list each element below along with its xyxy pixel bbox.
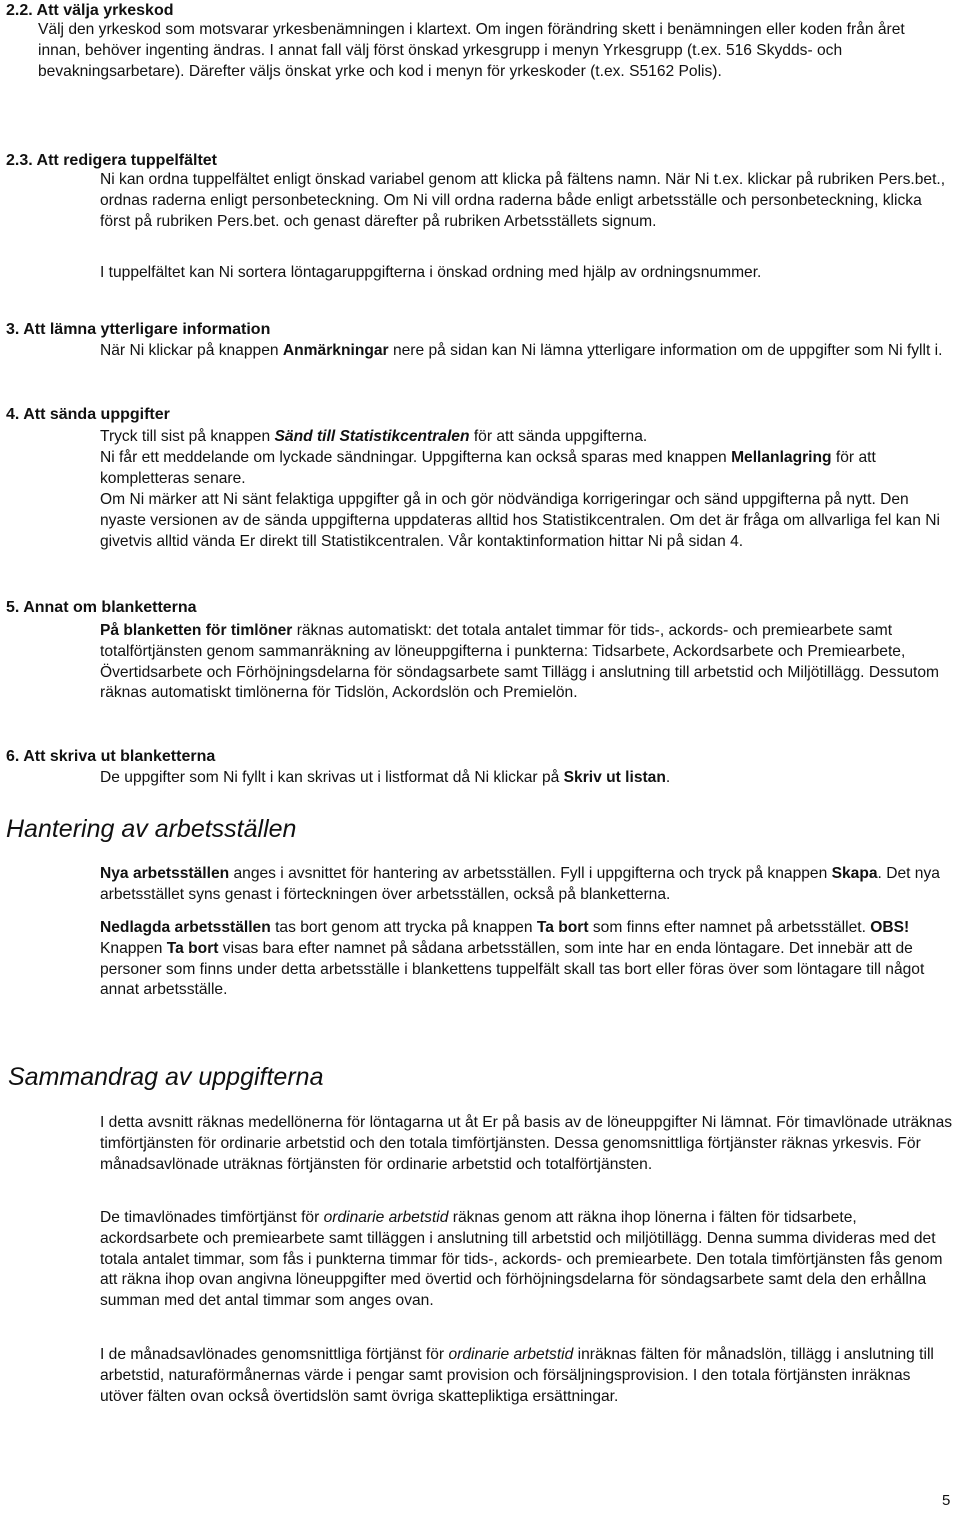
text: . Det nya arbetsstället syns genast i förteckningen över arbetsställen, också på blanketterna.: [100, 865, 940, 903]
heading-5-title: Annat om blanketterna: [23, 599, 197, 616]
text: visas bara efter namnet på sådana arbetsställen, som inte har en enda löntagare. Det innebär att de personer som finns under detta arbetsställe i blankettens tuppelfält skall tas bort eller föras över som löntagare till något annat arbetsställe.: [100, 939, 925, 999]
heading-2-2-number: 2.2.: [6, 2, 33, 19]
text-italic: ordinarie arbetstid: [448, 1346, 574, 1363]
heading-2-2-title: Att välja yrkeskod: [36, 2, 174, 19]
heading-2-3-title: Att redigera tuppelfältet: [36, 152, 218, 169]
paragraph-4-a: [100, 427, 955, 448]
heading-4: [6, 404, 906, 425]
text-bold: Nya arbetsställen: [100, 865, 230, 882]
text: Ni får ett meddelande om lyckade sändningar. Uppgifterna kan också sparas med knappen: [100, 449, 732, 466]
text: När Ni klickar på knappen: [100, 342, 283, 359]
text: räknas automatiskt: det totala antalet timmar för tids-, ackords- och premiearbete samt totalförtjänsten genom sammanräkning av löneuppgifterna i punkterna: Tidsarbete, Ackordsarbete och Premiearbete, Övertidsarbete och Förhöjningsdelarna för söndagsarbete samt Tillägg i anslutning till arbetstid och Miljötillägg. Dessutom räknas automatiskt timlönerna för Tidslön, Ackordslön och Premielön.: [100, 622, 940, 702]
text: tas bort genom att trycka på knappen: [270, 919, 537, 936]
text: I de månadsavlönades genomsnittliga förtjänst för: [100, 1346, 449, 1363]
text: .: [665, 769, 671, 786]
paragraph-5: [100, 621, 955, 704]
heading-4-number: 4.: [6, 406, 20, 423]
heading-3: [6, 319, 906, 340]
text-bold: På blanketten för timlöner: [100, 622, 293, 639]
text: De timavlönades timförtjänst för: [100, 1209, 324, 1226]
button-name-skriv-ut: Skriv ut listan: [563, 769, 666, 786]
text-bold: Nedlagda arbetsställen: [100, 919, 271, 936]
text-italic: ordinarie arbetstid: [323, 1209, 449, 1226]
text: räknas genom att räkna ihop lönerna i fälten för tidsarbete, ackordsarbete och premiearbete samt tilläggen i anslutning till arbetstid och miljötillägg. Denna summa divideras med det totala antalet timmar, som fås i punkterna timmar för tids-, ackords- och premiearbete. Den totala timförtjänsten fås genom att räkna ihop ovan angivna löneuppgifter med övertid och förhöjningsdelarna för söndagsarbete samt dela den erhållna summan med det antal timmar som anges ovan.: [100, 1209, 943, 1310]
paragraph-4-b: [100, 448, 955, 490]
text: Tryck till sist på knappen: [100, 428, 275, 445]
paragraph-hantering-a: [100, 864, 955, 906]
text: för att kompletteras senare.: [100, 449, 876, 487]
text: Knappen: [100, 939, 167, 957]
heading-5-number: 5.: [6, 599, 20, 616]
heading-2-3-number: 2.3.: [6, 152, 33, 169]
heading-6-number: 6.: [6, 748, 20, 765]
paragraph-hantering-b: [100, 918, 955, 1001]
text: anges i avsnittet för hantering av arbetsställen. Fyll i uppgifterna och tryck på knappen: [229, 865, 832, 882]
page-number: 5: [942, 1492, 951, 1509]
heading-2-3: [6, 150, 906, 171]
heading-2-2: [6, 0, 906, 21]
paragraph-3: [100, 341, 955, 362]
paragraph-sammandrag-a: I detta avsnitt räknas medellönerna för löntagarna ut åt Er på basis av de löneuppgifter Ni lämnat. För timavlönade uträknas timförtjänsten för ordinarie arbetstid och den totala timförtjänsten. Dessa genomsnittliga förtjänster räknas yrkesvis. För månadsavlönade uträknas förtjänsten för ordinarie arbetstid och totalförtjänsten.: [100, 1114, 953, 1173]
button-name-ta-bort: Ta bort: [166, 939, 219, 957]
heading-3-number: 3.: [6, 321, 20, 338]
section-title-sammandrag: Sammandrag av uppgifterna: [8, 1063, 324, 1091]
text: inräknas fälten för månadslön, tillägg i anslutning till arbetstid, naturaförmånernas värde i pengar samt provision och försäljningsprovision. I den totala förtjänsten inräknas utöver fälten ovan också övertidslön samt övriga skattepliktiga ersättningar.: [100, 1346, 934, 1405]
paragraph-4-c: Om Ni märker att Ni sänt felaktiga uppgifter gå in och gör nödvändiga korrigeringar och sänd uppgifterna på nytt. Den nyaste versionen av de sända uppgifterna uppdateras alltid hos Statistikcentralen. Om det är fråga om allvarliga fel kan Ni givetvis alltid vända Er direkt till Statistikcentralen. Vår kontaktinformation hittar Ni på sidan 4.: [100, 491, 940, 550]
paragraph-6: [100, 768, 955, 789]
text: De uppgifter som Ni fyllt i kan skrivas ut i listformat då Ni klickar på: [100, 769, 564, 786]
button-name-anmarkningar: Anmärkningar: [282, 342, 389, 359]
text: för att sända uppgifterna.: [469, 428, 648, 445]
paragraph-2-3-a: Ni kan ordna tuppelfältet enligt önskad variabel genom att klicka på fältens namn. När Ni t.ex. klickar på rubriken Pers.bet., ordnas raderna enligt personbeteckning. Om Ni vill ordna raderna både enligt arbetsställe och personbeteckning, klicka först på rubriken Pers.bet. och genast därefter på rubriken Arbetsställets signum.: [100, 171, 946, 230]
text-obs: OBS!: [870, 919, 910, 936]
paragraph-2-3-b: I tuppelfältet kan Ni sortera löntagaruppgifterna i önskad ordning med hjälp av ordningsnummer.: [100, 264, 762, 281]
text: som finns efter namnet på arbetsstället.: [588, 919, 871, 936]
paragraph-sammandrag-b: [100, 1208, 955, 1312]
heading-6: [6, 746, 906, 767]
heading-4-title: Att sända uppgifter: [23, 406, 170, 423]
button-name-sand: Sänd till Statistikcentralen: [274, 428, 470, 445]
heading-6-title: Att skriva ut blanketterna: [23, 748, 216, 765]
button-name-skapa: Skapa: [831, 865, 878, 882]
heading-5: [6, 597, 906, 618]
heading-3-title: Att lämna ytterligare information: [23, 321, 271, 338]
paragraph-2-2: Välj den yrkeskod som motsvarar yrkesbenämningen i klartext. Om ingen förändring skett i benämningen eller koden från året innan, behöver ingenting ändras. I annat fall välj först önskad yrkesgrupp i menyn Yrkesgrupp (t.ex. 516 Skydds- och bevakningsarbetare). Därefter väljs önskat yrke och kod i menyn för yrkeskoder (t.ex. S5162 Polis).: [38, 21, 905, 80]
paragraph-sammandrag-c: [100, 1345, 955, 1407]
button-name-ta-bort: Ta bort: [536, 919, 589, 936]
button-name-mellanlagring: Mellanlagring: [731, 449, 832, 466]
text: nere på sidan kan Ni lämna ytterligare information om de uppgifter som Ni fyllt i.: [388, 342, 943, 359]
section-title-hantering: Hantering av arbetsställen: [6, 815, 297, 843]
